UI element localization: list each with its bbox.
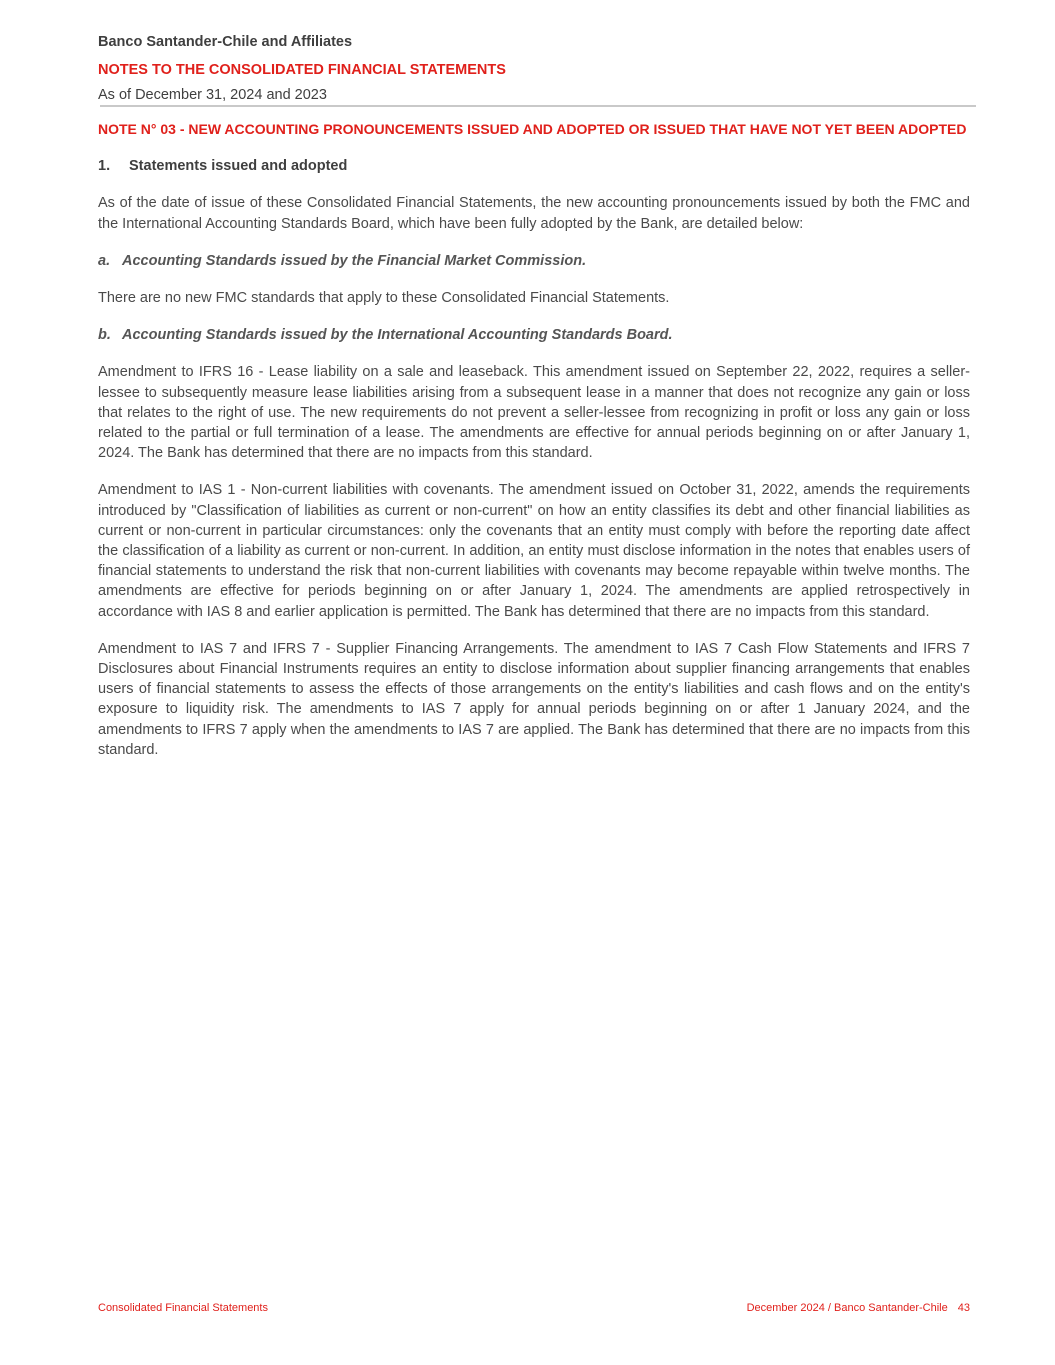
intro-paragraph: As of the date of issue of these Consolidated Financial Statements, the new accounting pronouncements issued by both the FMC and the International Accounting Standards Board, which have been fully adopted by the Bank, are detailed below: [98, 195, 970, 232]
header-divider [100, 105, 976, 107]
company-name: Banco Santander-Chile and Affiliates [98, 34, 353, 50]
section-number: 1. [98, 158, 111, 175]
footer-document-name: Consolidated Financial Statements [98, 1302, 268, 1314]
footer-right [747, 1302, 970, 1314]
page-number: 43 [957, 1302, 970, 1314]
fmc-paragraph: There are no new FMC standards that apply to these Consolidated Financial Statements. [98, 290, 670, 307]
ias1-paragraph: Amendment to IAS 1 - Non-current liabilities with covenants. The amendment issued on October 31, 2022, amends the requirements introduced by "Classification of liabilities as current or non-current" on how an entity classifies its debt and other financial liabilities as current or non-current in particular circumstances: only the covenants that an entity must comply with before the reporting date affect the classification of a liability as current or non-current. In addition, an entity must disclose information in the notes that enables users of financial statements to understand the risk that non-current liabilities with covenants may become repayable within twelve months. The amendments are effective for periods beginning on or after January 1, 2024. The amendments are applied retrospectively in accordance with IAS 8 and earlier application is permitted. The Bank has determined that there are no impacts from this standard. [98, 482, 970, 620]
subheading-a-title: Accounting Standards issued by the Financial Market Commission. [122, 252, 587, 269]
subheading-b-letter: b. [98, 327, 111, 344]
report-date: As of December 31, 2024 and 2023 [98, 87, 327, 103]
note-content [98, 119, 970, 777]
subheading-a-letter: a. [98, 252, 111, 269]
subheading-b [98, 325, 970, 345]
section-title [98, 156, 970, 176]
section-title-text: Statements issued and adopted [129, 158, 348, 175]
footer-report-info: December 2024 / Banco Santander-Chile [746, 1302, 948, 1314]
note-heading: NOTE N° 03 - NEW ACCOUNTING PRONOUNCEMENTS ISSUED AND ADOPTED OR ISSUED THAT HAVE NOT YET BEEN ADOPTED [98, 121, 967, 137]
subheading-a [98, 251, 970, 271]
ias7-ifrs7-paragraph: Amendment to IAS 7 and IFRS 7 - Supplier Financing Arrangements. The amendment to IAS 7 Cash Flow Statements and IFRS 7 Disclosures about Financial Instruments requires an entity to disclose information about supplier financing arrangements that enables users of financial statements to assess the effects of those arrangements on the entity's liabilities and cash flows and on the entity's exposure to liquidity risk. The amendments to IAS 7 apply for annual periods beginning on or after 1 January 2024, and the amendments to IFRS 7 apply when the amendments to IAS 7 are applied. The Bank has determined that there are no impacts from this standard. [98, 640, 970, 758]
document-title: NOTES TO THE CONSOLIDATED FINANCIAL STATEMENTS [98, 62, 506, 78]
subheading-b-title: Accounting Standards issued by the International Accounting Standards Board. [122, 327, 673, 344]
ifrs16-paragraph: Amendment to IFRS 16 - Lease liability on a sale and leaseback. This amendment issued on September 22, 2022, requires a seller-lessee to subsequently measure lease liabilities arising from a subsequent lease in a manner that does not recognize any gain or loss that relates to the right of use. The new requirements do not prevent a seller-lessee from recognizing in profit or loss any gain or loss related to the partial or full termination of a lease. The amendments are effective for annual periods beginning on or after January 1, 2024. The Bank has determined that there are no impacts from this standard. [98, 364, 970, 462]
